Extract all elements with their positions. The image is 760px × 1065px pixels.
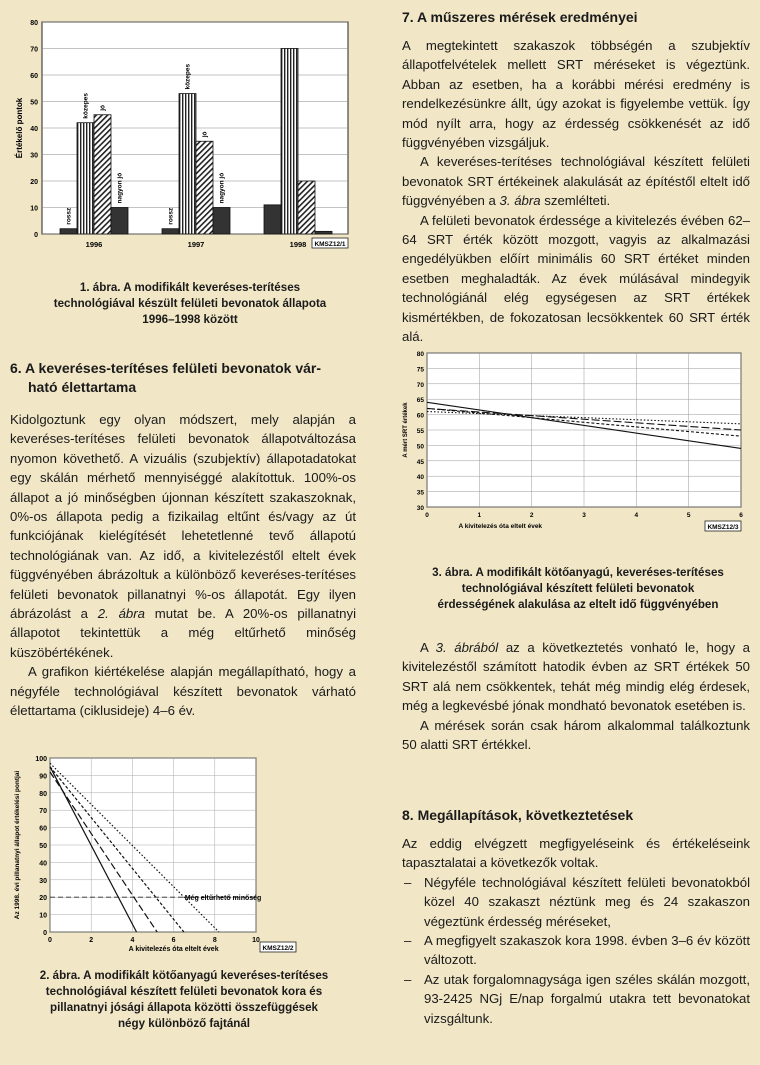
figure-1-caption xyxy=(20,280,360,328)
list-item: – Négyféle technológiával készített felületi bevonatokból közel 40 szakaszt néztünk meg és 24 szakaszon végeztünk érdesség méréseket, xyxy=(402,873,750,931)
x-tick-label: 1 xyxy=(477,512,482,519)
figure-2-caption-line: pillanatnyi jósági állapota közötti összefüggések xyxy=(49,1001,318,1014)
y-tick-label: 100 xyxy=(35,756,47,763)
y-tick-label: 35 xyxy=(416,489,424,497)
y-tick-label: 20 xyxy=(30,179,38,186)
y-tick-label: 45 xyxy=(416,458,424,466)
y-tick-label: 75 xyxy=(416,366,424,374)
section-7-paragraph-5: A mérések során csak három alkalommal találkoztunk 50 alatti SRT értékkel. xyxy=(402,717,750,753)
bar xyxy=(179,94,196,234)
section-7-paragraph-3: A felületi bevonatok érdessége a kivitelezés évében 62–64 SRT érték között mozgott, vagyis az alkalmazási engedélyükben előírt minimális 60 SRT értéket minden esetben meghaladták. Az évek múlásával mindegyik technológiánál elég egységesen az SRT értékek kismértékben, de fokozatosan lecsökkentek 60 SRT érték alá. xyxy=(402,212,750,345)
section-6-body xyxy=(10,410,356,721)
section-7-heading: 7. A műszeres mérések eredményei xyxy=(402,9,638,25)
y-tick-label: 40 xyxy=(30,126,38,133)
bar xyxy=(264,205,281,234)
x-tick-label: 10 xyxy=(252,937,260,944)
y-tick-label: 0 xyxy=(43,930,47,937)
bar-series-label: rossz xyxy=(167,207,175,225)
x-tick-label: 4 xyxy=(634,512,639,519)
x-tick-label: 6 xyxy=(171,937,176,944)
section-6-paragraph-1: Kidolgoztunk egy olyan módszert, mely alapján a keveréses-terítéses felületi bevonatok állapotváltozása nyomon követhető. A vizuális (szubjektív) állapotadatokat egy skálán mérhető mennyiséggé alakítottuk. 100%-os állapot a jó minőségben újonnan készített szakaszoknak, 0%-os állapota pedig a fizikailag eltűnt és/vagy az út funkciójának kielégítését lehetetlenné tevő állapotú technológiának van. Az idő, a kivitelezéstől eltelt évek függvényében ábrázoltuk a különböző keveréses-terítéses felületi bevonatok pillanatnyi %-os állapotát. Egy ilyen ábrázolást a 2. ábra mutat be. A 20%-os pillanatnyi állapotot tekintettük a még eltűrhető minőség küszöbértékének. xyxy=(10,412,356,660)
figure-code: KMSZ12/3 xyxy=(707,524,739,531)
y-tick-label: 50 xyxy=(30,99,38,107)
y-tick-label: 65 xyxy=(416,397,424,405)
bar xyxy=(298,181,315,234)
y-tick-label: 40 xyxy=(416,474,424,482)
section-6-paragraph-2: A grafikon kiértékelése alapján megállapítható, hogy a négyféle technológiával készített bevonatok várható élettartama (ciklusideje) 4–6 év. xyxy=(10,664,356,719)
figure-3 xyxy=(395,345,755,535)
figure-reference: 3. ábrából xyxy=(435,640,499,655)
findings-list xyxy=(402,873,750,1028)
line-chart-figure-3 xyxy=(395,345,755,535)
section-7-body xyxy=(402,36,750,347)
bar xyxy=(213,208,230,235)
bar xyxy=(162,229,179,234)
section-7-body-continued xyxy=(402,638,750,754)
y-axis-label: Az 1998. évi pillanatnyi állapot értékelési pontjai xyxy=(14,770,21,920)
bar-series-label: rossz xyxy=(65,207,73,225)
x-tick-label: 3 xyxy=(582,512,586,519)
figure-1-caption-line: 1996–1998 között xyxy=(142,313,238,326)
bar xyxy=(77,123,94,234)
x-tick-label: 0 xyxy=(48,937,52,944)
y-tick-label: 60 xyxy=(30,73,38,80)
x-tick-label: 2 xyxy=(89,937,94,944)
y-tick-label: 80 xyxy=(30,20,38,27)
figure-3-caption-line: technológiával készített felületi bevonatok xyxy=(461,582,695,595)
bar-series-label: közepes xyxy=(82,93,90,119)
figure-reference: 3. ábra xyxy=(499,193,541,209)
section-8-heading: 8. Megállapítások, következtetések xyxy=(402,807,634,823)
figure-code: KMSZ12/1 xyxy=(314,241,346,248)
figure-1-caption-line: 1. ábra. A modifikált keveréses-terítéses xyxy=(79,281,301,294)
y-tick-label: 70 xyxy=(416,381,424,389)
section-7-paragraph-2: A keveréses-terítéses technológiával készített felületi bevonatok SRT értékeinek alakulását az építéstől eltelt idő függvényében a 3. ábra szemlélteti. xyxy=(402,154,750,209)
figure-3-caption xyxy=(398,565,758,613)
bar xyxy=(196,141,213,234)
x-tick-label: 4 xyxy=(130,937,135,944)
x-tick-label: 6 xyxy=(739,512,743,519)
line-chart-figure-2 xyxy=(6,750,360,960)
section-6-heading xyxy=(10,359,356,397)
bar xyxy=(111,208,128,235)
figure-code: KMSZ12/2 xyxy=(262,945,294,952)
figure-reference: 2. ábra xyxy=(97,606,145,622)
figure-2-caption-line: 2. ábra. A modifikált kötőanyagú keveréses-terítéses xyxy=(39,969,329,982)
y-axis-label: Értékelő pontok xyxy=(15,97,24,159)
section-7-paragraph-1: A megtekintett szakaszok többségén a szubjektív állapotfelvételek mellett SRT méréseket is végeztünk. Abban az esetben, ha a korábbi mérési eredmény is rendelkezésünkre állt, úgy azokat is figyelembe vettük. Így mód nyílt arra, hogy az érdesség csökkenését az idő függvényében vizsgáljuk. xyxy=(402,38,750,151)
y-tick-label: 50 xyxy=(416,443,424,451)
y-tick-label: 50 xyxy=(39,843,47,850)
list-item: – Az utak forgalomnagysága igen széles skálán mozgott, 93-2425 NGj E/nap forgalmú utakra tett bevonatokat vizsgáltunk. xyxy=(402,970,750,1028)
x-tick-label: 1996 xyxy=(85,240,103,249)
y-tick-label: 30 xyxy=(39,877,47,885)
figure-3-caption-line: érdességének alakulása az eltelt idő függvényében xyxy=(437,598,719,611)
y-tick-label: 10 xyxy=(39,912,47,920)
y-tick-label: 55 xyxy=(416,428,424,435)
y-tick-label: 60 xyxy=(39,825,47,833)
y-tick-label: 60 xyxy=(416,412,424,420)
bar xyxy=(281,49,298,235)
threshold-annotation: Még eltűrhető minőség xyxy=(184,895,262,903)
section-8-body xyxy=(402,834,750,1028)
y-tick-label: 80 xyxy=(416,351,424,358)
y-tick-label: 30 xyxy=(416,505,424,512)
figure-2-caption-line: technológiával készített felületi bevonatok kora és xyxy=(45,985,323,998)
bar-series-label: jó xyxy=(99,104,107,111)
x-tick-label: 2 xyxy=(529,512,534,519)
x-axis-label: A kivitelezés óta eltelt évek xyxy=(458,523,543,530)
y-tick-label: 70 xyxy=(30,46,38,54)
x-tick-label: 0 xyxy=(425,512,429,519)
bar-chart-figure-1 xyxy=(8,10,358,260)
x-tick-label: 1997 xyxy=(187,240,205,249)
figure-2 xyxy=(6,750,360,960)
y-tick-label: 10 xyxy=(30,205,38,213)
y-tick-label: 40 xyxy=(39,860,47,868)
bar xyxy=(94,115,111,234)
bar xyxy=(60,229,77,234)
figure-3-caption-line: 3. ábra. A modifikált kötőanyagú, keveréses-terítéses xyxy=(432,566,724,579)
section-6-heading-line: ható élettartama xyxy=(28,379,137,395)
section-7-paragraph-4: A 3. ábrából az a következtetés vonható le, hogy a kivitelezéstől számított hatodik évben az SRT értékek 50 SRT alá nem csökkentek, tehát még mindig elég érdesek, még a legkevésbé jónak mondható bevonatok esetében is. xyxy=(402,640,750,714)
bar xyxy=(315,231,332,234)
bar-series-label: közepes xyxy=(184,63,192,90)
figure-1-caption-line: technológiával készült felületi bevonatok állapota xyxy=(53,297,327,310)
figure-2-caption xyxy=(8,968,360,1032)
y-tick-label: 20 xyxy=(39,895,47,903)
x-tick-label: 5 xyxy=(686,512,691,519)
x-axis-label: A kivitelezés óta eltelt évek xyxy=(128,946,219,953)
y-tick-label: 30 xyxy=(30,152,38,160)
section-8-paragraph-1: Az eddig elvégzett megfigyeléseink és értékeléseink tapasztalatai a következők voltak. xyxy=(402,836,750,871)
x-tick-label: 1998 xyxy=(289,240,307,249)
bar-series-label: jó xyxy=(201,131,209,138)
figure-2-caption-line: négy különböző fajtánál xyxy=(117,1017,251,1030)
bar-series-label: nagyon jó xyxy=(218,172,226,204)
y-tick-label: 70 xyxy=(39,808,47,816)
bar-series-label: nagyon jó xyxy=(116,172,124,204)
list-item: – A megfigyelt szakaszok kora 1998. évben 3–6 év között változott. xyxy=(402,931,750,970)
y-tick-label: 0 xyxy=(34,232,38,239)
figure-1 xyxy=(8,10,358,260)
x-tick-label: 8 xyxy=(212,937,217,944)
y-tick-label: 90 xyxy=(39,773,47,781)
section-6-heading-line: 6. A keveréses-terítéses felületi bevonatok vár- xyxy=(10,360,322,376)
y-tick-label: 80 xyxy=(39,790,47,798)
y-axis-label: A mért SRT értékek xyxy=(403,402,409,458)
